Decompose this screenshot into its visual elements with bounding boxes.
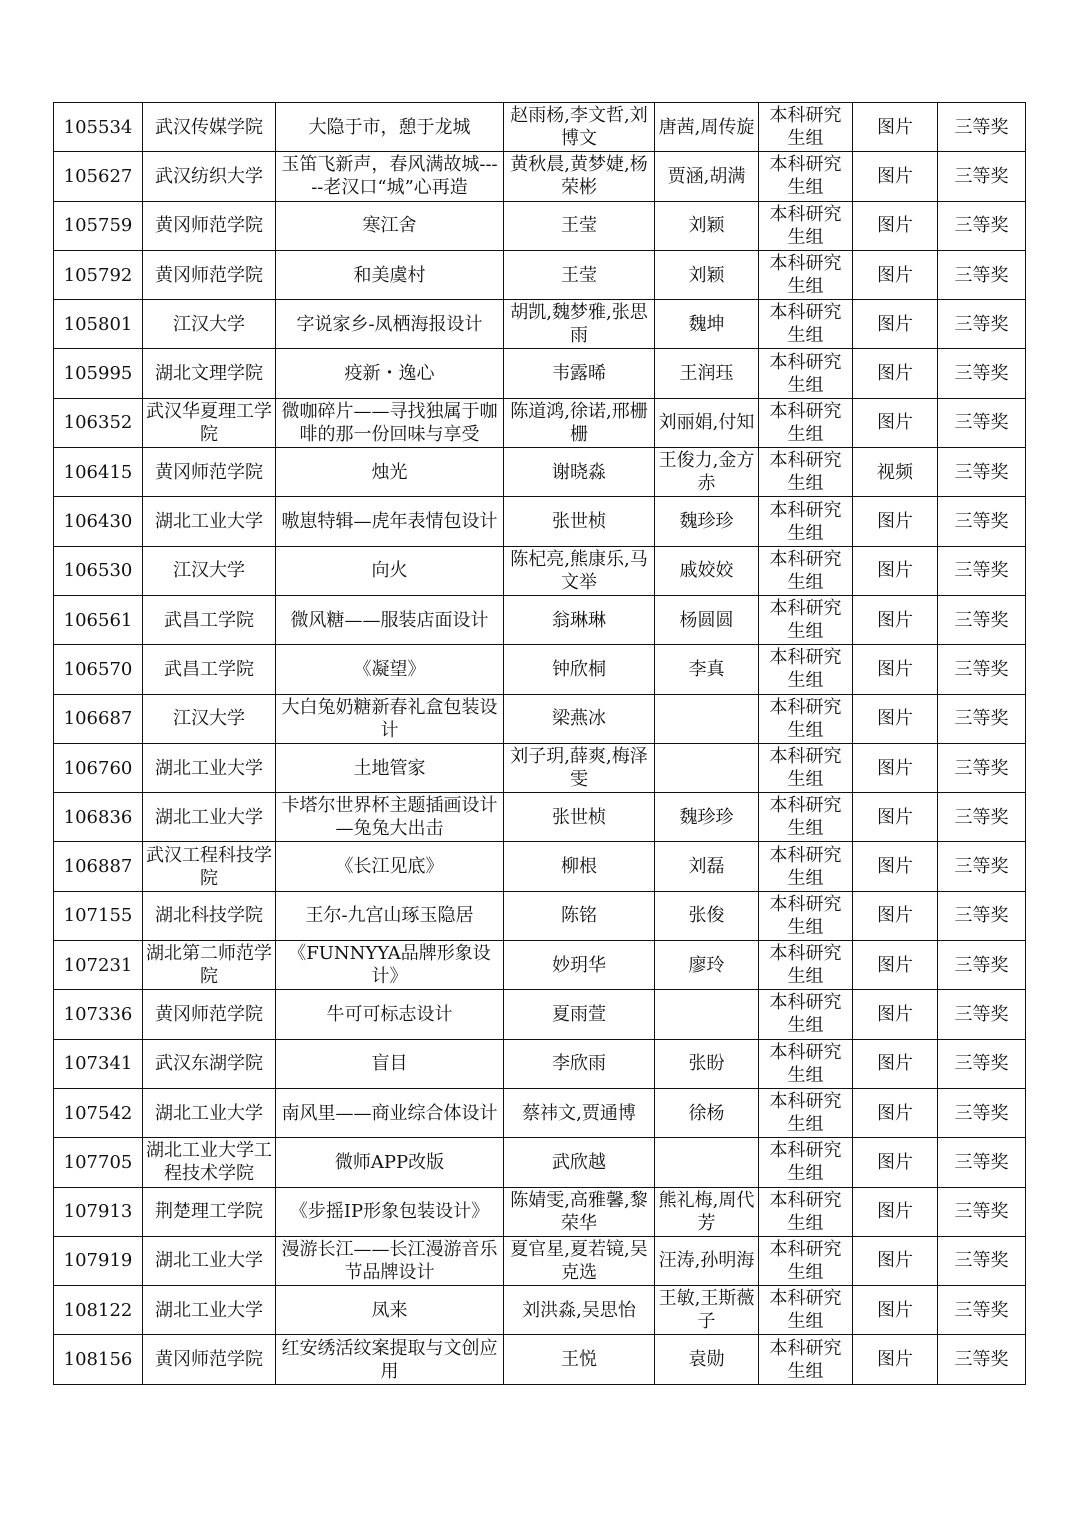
advisors-cell: 刘丽娟,付知 [655,398,759,447]
entry-id-cell: 106561 [54,595,143,644]
school-cell: 湖北工业大学 [143,497,276,546]
advisors-cell: 张盼 [655,1039,759,1088]
table-row [54,1039,1026,1088]
work-title-cell: 大隐于市，憩于龙城 [276,103,504,152]
awards-table-body [54,103,1026,1385]
advisors-cell: 李真 [655,645,759,694]
category-cell: 图片 [853,1039,938,1088]
entry-id-cell: 105995 [54,349,143,398]
entry-id-cell: 105534 [54,103,143,152]
award-cell: 三等奖 [938,349,1026,398]
authors-cell: 蔡祎文,贾通博 [504,1088,655,1137]
authors-cell: 王悦 [504,1335,655,1384]
school-cell: 湖北工业大学 [143,1088,276,1137]
advisors-cell [655,743,759,792]
group-cell: 本科研究生组 [759,349,853,398]
table-row [54,398,1026,447]
group-cell: 本科研究生组 [759,793,853,842]
award-cell: 三等奖 [938,497,1026,546]
group-cell: 本科研究生组 [759,645,853,694]
group-cell: 本科研究生组 [759,891,853,940]
category-cell: 图片 [853,941,938,990]
school-cell: 武汉纺织大学 [143,152,276,201]
school-cell: 湖北工业大学 [143,1286,276,1335]
award-cell: 三等奖 [938,1286,1026,1335]
entry-id-cell: 106836 [54,793,143,842]
advisors-cell: 熊礼梅,周代芳 [655,1187,759,1236]
awards-table [53,102,1026,1385]
award-cell: 三等奖 [938,743,1026,792]
entry-id-cell: 105792 [54,250,143,299]
school-cell: 湖北工业大学 [143,1236,276,1285]
table-row [54,300,1026,349]
table-row [54,842,1026,891]
award-cell: 三等奖 [938,1236,1026,1285]
advisors-cell [655,990,759,1039]
entry-id-cell: 105801 [54,300,143,349]
category-cell: 图片 [853,398,938,447]
entry-id-cell: 106352 [54,398,143,447]
advisors-cell: 张俊 [655,891,759,940]
table-row [54,990,1026,1039]
category-cell: 视频 [853,448,938,497]
group-cell: 本科研究生组 [759,1088,853,1137]
category-cell: 图片 [853,842,938,891]
entry-id-cell: 107336 [54,990,143,1039]
award-cell: 三等奖 [938,645,1026,694]
work-title-cell: 和美虞村 [276,250,504,299]
category-cell: 图片 [853,201,938,250]
school-cell: 湖北文理学院 [143,349,276,398]
category-cell: 图片 [853,497,938,546]
table-row [54,595,1026,644]
school-cell: 湖北工业大学 [143,743,276,792]
authors-cell: 王莹 [504,250,655,299]
award-cell: 三等奖 [938,990,1026,1039]
authors-cell: 陈道鸿,徐诺,邢栅栅 [504,398,655,447]
authors-cell: 陈铭 [504,891,655,940]
work-title-cell: 向火 [276,546,504,595]
category-cell: 图片 [853,1236,938,1285]
advisors-cell: 魏坤 [655,300,759,349]
authors-cell: 赵雨杨,李文哲,刘博文 [504,103,655,152]
category-cell: 图片 [853,300,938,349]
group-cell: 本科研究生组 [759,990,853,1039]
entry-id-cell: 105627 [54,152,143,201]
category-cell: 图片 [853,694,938,743]
work-title-cell: 牛可可标志设计 [276,990,504,1039]
table-row [54,250,1026,299]
authors-cell: 刘子玥,薛爽,梅泽雯 [504,743,655,792]
group-cell: 本科研究生组 [759,842,853,891]
table-row [54,891,1026,940]
group-cell: 本科研究生组 [759,448,853,497]
advisors-cell: 廖玲 [655,941,759,990]
award-cell: 三等奖 [938,398,1026,447]
authors-cell: 张世桢 [504,793,655,842]
group-cell: 本科研究生组 [759,1335,853,1384]
category-cell: 图片 [853,103,938,152]
award-cell: 三等奖 [938,941,1026,990]
group-cell: 本科研究生组 [759,546,853,595]
table-row [54,1187,1026,1236]
group-cell: 本科研究生组 [759,300,853,349]
authors-cell: 钟欣桐 [504,645,655,694]
school-cell: 黄冈师范学院 [143,201,276,250]
entry-id-cell: 107919 [54,1236,143,1285]
entry-id-cell: 107231 [54,941,143,990]
work-title-cell: 玉笛飞新声，春风满故城-----老汉口“城”心再造 [276,152,504,201]
table-row [54,1286,1026,1335]
school-cell: 武汉华夏理工学院 [143,398,276,447]
award-cell: 三等奖 [938,1335,1026,1384]
award-cell: 三等奖 [938,152,1026,201]
group-cell: 本科研究生组 [759,152,853,201]
award-cell: 三等奖 [938,300,1026,349]
entry-id-cell: 107542 [54,1088,143,1137]
school-cell: 黄冈师范学院 [143,1335,276,1384]
category-cell: 图片 [853,1088,938,1137]
advisors-cell: 魏珍珍 [655,793,759,842]
entry-id-cell: 106687 [54,694,143,743]
group-cell: 本科研究生组 [759,497,853,546]
table-row [54,941,1026,990]
entry-id-cell: 106570 [54,645,143,694]
group-cell: 本科研究生组 [759,1138,853,1187]
category-cell: 图片 [853,891,938,940]
work-title-cell: 王尔-九宫山琢玉隐居 [276,891,504,940]
group-cell: 本科研究生组 [759,595,853,644]
advisors-cell: 刘磊 [655,842,759,891]
group-cell: 本科研究生组 [759,398,853,447]
work-title-cell: 寒江舍 [276,201,504,250]
group-cell: 本科研究生组 [759,1187,853,1236]
award-cell: 三等奖 [938,1187,1026,1236]
work-title-cell: 微师APP改版 [276,1138,504,1187]
school-cell: 江汉大学 [143,300,276,349]
school-cell: 武汉工程科技学院 [143,842,276,891]
category-cell: 图片 [853,250,938,299]
school-cell: 荆楚理工学院 [143,1187,276,1236]
entry-id-cell: 107913 [54,1187,143,1236]
category-cell: 图片 [853,349,938,398]
authors-cell: 陈婧雯,高雅馨,黎荣华 [504,1187,655,1236]
advisors-cell: 王俊力,金方赤 [655,448,759,497]
group-cell: 本科研究生组 [759,1236,853,1285]
award-cell: 三等奖 [938,1039,1026,1088]
group-cell: 本科研究生组 [759,694,853,743]
authors-cell: 王莹 [504,201,655,250]
group-cell: 本科研究生组 [759,201,853,250]
table-row [54,694,1026,743]
authors-cell: 夏官星,夏若镜,吴克选 [504,1236,655,1285]
entry-id-cell: 107705 [54,1138,143,1187]
work-title-cell: 《步摇IP形象包装设计》 [276,1187,504,1236]
authors-cell: 夏雨萱 [504,990,655,1039]
work-title-cell: 卡塔尔世界杯主题插画设计—兔兔大出击 [276,793,504,842]
school-cell: 武汉传媒学院 [143,103,276,152]
table-row [54,448,1026,497]
entry-id-cell: 107155 [54,891,143,940]
work-title-cell: 字说家乡-凤栖海报设计 [276,300,504,349]
authors-cell: 黄秋晨,黄梦婕,杨荣彬 [504,152,655,201]
advisors-cell: 王润珏 [655,349,759,398]
group-cell: 本科研究生组 [759,941,853,990]
school-cell: 湖北工业大学工程技术学院 [143,1138,276,1187]
work-title-cell: 盲目 [276,1039,504,1088]
group-cell: 本科研究生组 [759,743,853,792]
advisors-cell: 汪涛,孙明海 [655,1236,759,1285]
award-cell: 三等奖 [938,1138,1026,1187]
school-cell: 湖北科技学院 [143,891,276,940]
authors-cell: 武欣越 [504,1138,655,1187]
category-cell: 图片 [853,645,938,694]
authors-cell: 陈杞亮,熊康乐,马文举 [504,546,655,595]
category-cell: 图片 [853,743,938,792]
advisors-cell: 刘颖 [655,201,759,250]
award-cell: 三等奖 [938,891,1026,940]
table-row [54,743,1026,792]
advisors-cell: 刘颖 [655,250,759,299]
group-cell: 本科研究生组 [759,1039,853,1088]
advisors-cell: 袁勋 [655,1335,759,1384]
school-cell: 黄冈师范学院 [143,250,276,299]
award-cell: 三等奖 [938,1088,1026,1137]
work-title-cell: 《凝望》 [276,645,504,694]
work-title-cell: 土地管家 [276,743,504,792]
school-cell: 湖北第二师范学院 [143,941,276,990]
work-title-cell: 嗷崽特辑—虎年表情包设计 [276,497,504,546]
advisors-cell: 王敏,王斯薇子 [655,1286,759,1335]
work-title-cell: 《长江见底》 [276,842,504,891]
table-row [54,152,1026,201]
advisors-cell [655,694,759,743]
table-row [54,1335,1026,1384]
category-cell: 图片 [853,595,938,644]
award-cell: 三等奖 [938,694,1026,743]
category-cell: 图片 [853,1335,938,1384]
entry-id-cell: 106415 [54,448,143,497]
table-row [54,1088,1026,1137]
category-cell: 图片 [853,546,938,595]
table-row [54,201,1026,250]
category-cell: 图片 [853,793,938,842]
work-title-cell: 烛光 [276,448,504,497]
advisors-cell: 唐茜,周传旋 [655,103,759,152]
advisors-cell: 徐杨 [655,1088,759,1137]
award-cell: 三等奖 [938,842,1026,891]
authors-cell: 胡凯,魏梦雅,张思雨 [504,300,655,349]
table-row [54,103,1026,152]
school-cell: 江汉大学 [143,694,276,743]
entry-id-cell: 106887 [54,842,143,891]
advisors-cell [655,1138,759,1187]
entry-id-cell: 105759 [54,201,143,250]
group-cell: 本科研究生组 [759,103,853,152]
category-cell: 图片 [853,1138,938,1187]
authors-cell: 柳根 [504,842,655,891]
group-cell: 本科研究生组 [759,250,853,299]
category-cell: 图片 [853,990,938,1039]
entry-id-cell: 106430 [54,497,143,546]
authors-cell: 谢晓淼 [504,448,655,497]
work-title-cell: 疫新・逸心 [276,349,504,398]
table-row [54,546,1026,595]
authors-cell: 妙玥华 [504,941,655,990]
authors-cell: 张世桢 [504,497,655,546]
work-title-cell: 凤来 [276,1286,504,1335]
work-title-cell: 《FUNNYYA品牌形象设计》 [276,941,504,990]
authors-cell: 李欣雨 [504,1039,655,1088]
category-cell: 图片 [853,1286,938,1335]
school-cell: 江汉大学 [143,546,276,595]
category-cell: 图片 [853,1187,938,1236]
authors-cell: 刘洪淼,吴思怡 [504,1286,655,1335]
entry-id-cell: 108122 [54,1286,143,1335]
table-row [54,1138,1026,1187]
advisors-cell: 戚姣姣 [655,546,759,595]
entry-id-cell: 106530 [54,546,143,595]
work-title-cell: 漫游长江——长江漫游音乐节品牌设计 [276,1236,504,1285]
work-title-cell: 微咖碎片——寻找独属于咖啡的那一份回味与享受 [276,398,504,447]
work-title-cell: 大白兔奶糖新春礼盒包装设计 [276,694,504,743]
school-cell: 湖北工业大学 [143,793,276,842]
authors-cell: 翁琳琳 [504,595,655,644]
school-cell: 武汉东湖学院 [143,1039,276,1088]
school-cell: 武昌工学院 [143,645,276,694]
table-row [54,1236,1026,1285]
award-cell: 三等奖 [938,448,1026,497]
school-cell: 黄冈师范学院 [143,448,276,497]
award-cell: 三等奖 [938,201,1026,250]
group-cell: 本科研究生组 [759,1286,853,1335]
work-title-cell: 微风糖——服装店面设计 [276,595,504,644]
award-cell: 三等奖 [938,595,1026,644]
award-cell: 三等奖 [938,103,1026,152]
table-row [54,349,1026,398]
work-title-cell: 红安绣活纹案提取与文创应用 [276,1335,504,1384]
award-cell: 三等奖 [938,793,1026,842]
authors-cell: 梁燕冰 [504,694,655,743]
school-cell: 黄冈师范学院 [143,990,276,1039]
table-row [54,793,1026,842]
award-cell: 三等奖 [938,250,1026,299]
authors-cell: 韦露晞 [504,349,655,398]
advisors-cell: 杨圆圆 [655,595,759,644]
table-row [54,497,1026,546]
school-cell: 武昌工学院 [143,595,276,644]
table-row [54,645,1026,694]
entry-id-cell: 107341 [54,1039,143,1088]
award-cell: 三等奖 [938,546,1026,595]
entry-id-cell: 106760 [54,743,143,792]
entry-id-cell: 108156 [54,1335,143,1384]
work-title-cell: 南风里——商业综合体设计 [276,1088,504,1137]
category-cell: 图片 [853,152,938,201]
advisors-cell: 魏珍珍 [655,497,759,546]
advisors-cell: 贾涵,胡满 [655,152,759,201]
